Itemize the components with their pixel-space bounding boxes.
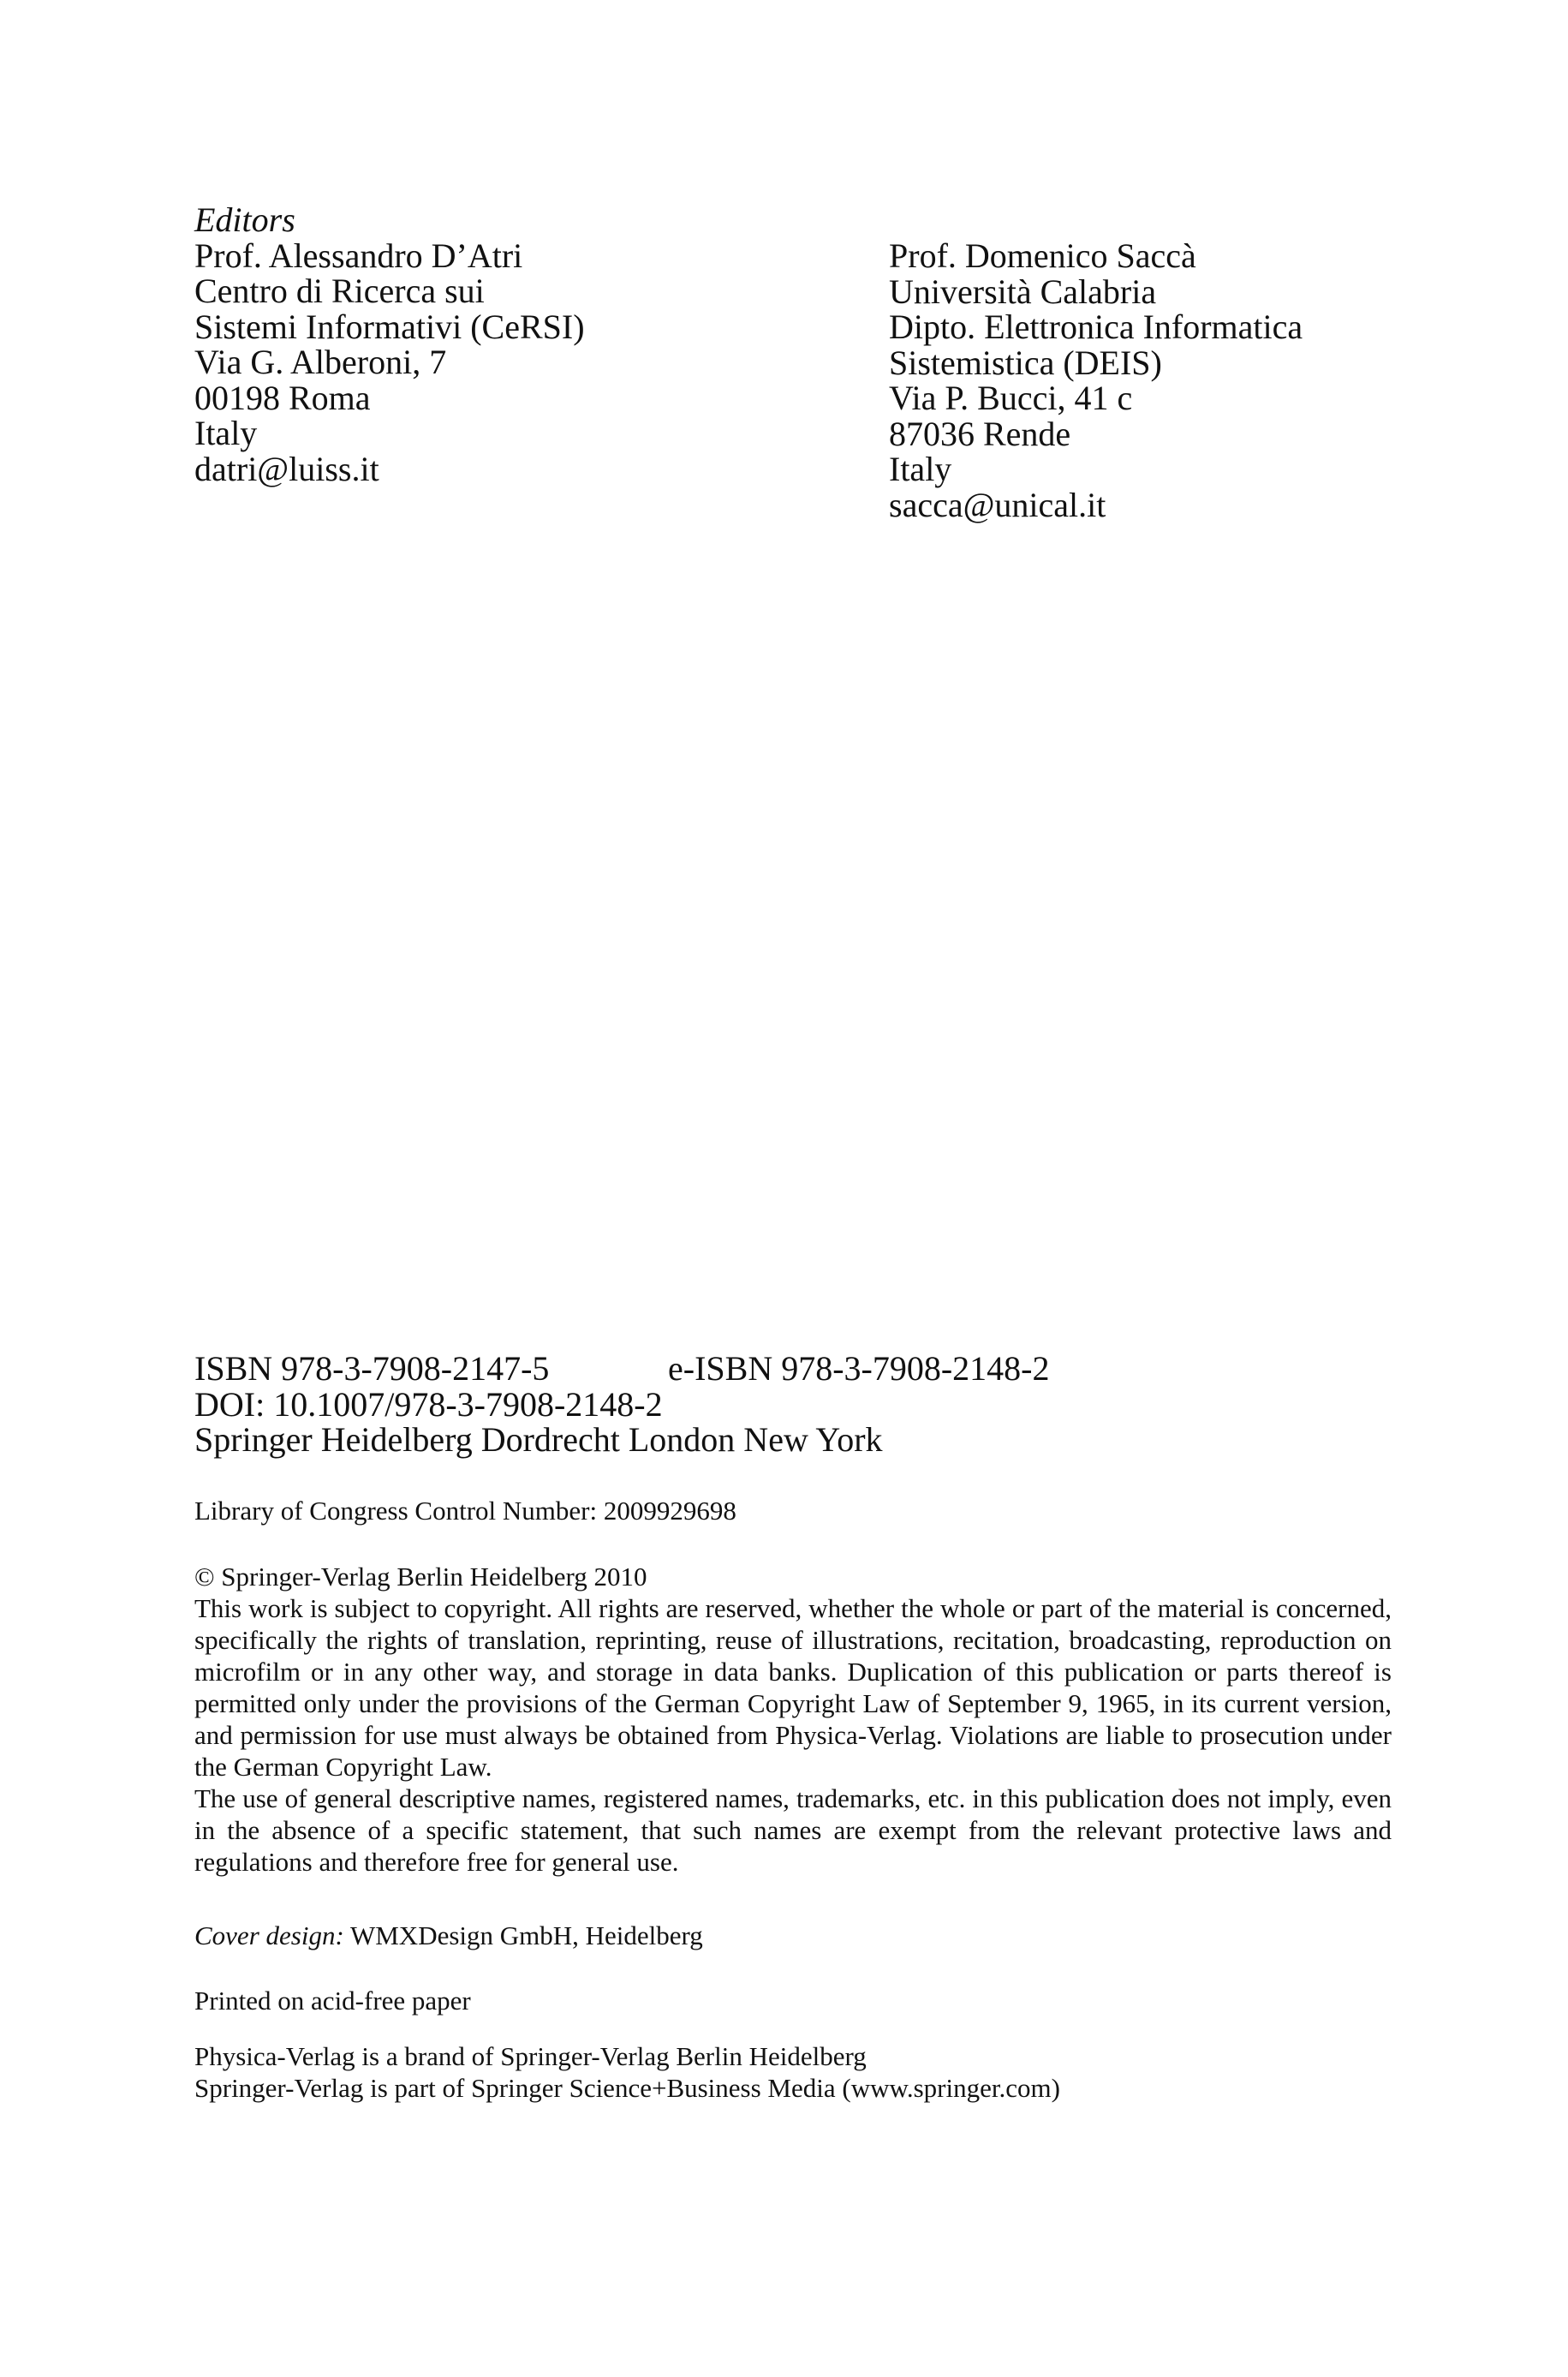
editor-left-line: Sistemi Informativi (CeRSI) [194,307,585,346]
publication-info [194,1351,1050,1458]
copyright-notice: © Springer-Verlag Berlin Heidelberg 2010 [194,1562,647,1592]
doi: DOI: 10.1007/978-3-7908-2148-2 [194,1384,663,1424]
copyright-section [194,1561,1392,1878]
cover-design-credit [194,1920,703,1951]
library-of-congress-text: Library of Congress Control Number: 2009929698 [194,1496,736,1526]
editor-right-line: Dipto. Elettronica Informatica [889,308,1303,346]
editor-right-line: Italy [889,450,952,488]
publisher-locations: Springer Heidelberg Dordrecht London New York [194,1420,883,1459]
editor-right-line: Sistemistica (DEIS) [889,343,1162,382]
cover-design-label: Cover design: [194,1920,344,1950]
editor-left-line: Prof. Alessandro D’Atri [194,236,523,275]
editor-right-address [889,238,1303,523]
isbn: ISBN 978-3-7908-2147-5 [194,1349,550,1388]
brand-line: Springer-Verlag is part of Springer Science+Business Media (www.springer.com) [194,2073,1060,2103]
editor-right-line: 87036 Rende [889,414,1071,453]
editor-left-line: Italy [194,414,258,452]
cover-design-value: WMXDesign GmbH, Heidelberg [349,1920,703,1950]
editor-left-address [194,202,585,487]
editor-left-line: 00198 Roma [194,378,371,417]
editor-right-line: Via P. Bucci, 41 c [889,379,1133,417]
library-of-congress-number [194,1495,736,1526]
editor-left-line: Via G. Alberoni, 7 [194,343,447,381]
editor-right-email: sacca@unical.it [889,485,1106,524]
e-isbn: e-ISBN 978-3-7908-2148-2 [668,1349,1050,1388]
acid-free-paper-text: Printed on acid-free paper [194,1986,471,2016]
editor-right-line: Università Calabria [889,272,1157,311]
isbn-row [194,1351,1050,1387]
paper-note [194,1985,471,2016]
editors-heading: Editors [194,200,295,239]
copyright-paragraph: This work is subject to copyright. All rights are reserved, whether the whole or part of the material is concerned, specifically the rights of translation, reprinting, reuse of illustrations, recitation, broadcasting, reproduction on microfilm or in any other way, and storage in data banks. Duplication of this publication or parts thereof is permitted only under the provisions of the German Copyright Law of September 9, 1965, in its current version, and permission for use must always be obtained from Physica-Verlag. Violations are liable to prosecution under the German Copyright Law. [194,1593,1392,1782]
brand-statement [194,2040,1060,2104]
editor-right-line: Prof. Domenico Saccà [889,236,1196,275]
editor-left-email: datri@luiss.it [194,449,379,488]
brand-line: Physica-Verlag is a brand of Springer-Verlag Berlin Heidelberg [194,2041,867,2071]
trademark-paragraph: The use of general descriptive names, registered names, trademarks, etc. in this publication does not imply, even in the absence of a specific statement, that such names are exempt from the relevant protective laws and regulations and therefore free for general use. [194,1783,1392,1877]
editor-left-line: Centro di Ricerca sui [194,272,485,310]
